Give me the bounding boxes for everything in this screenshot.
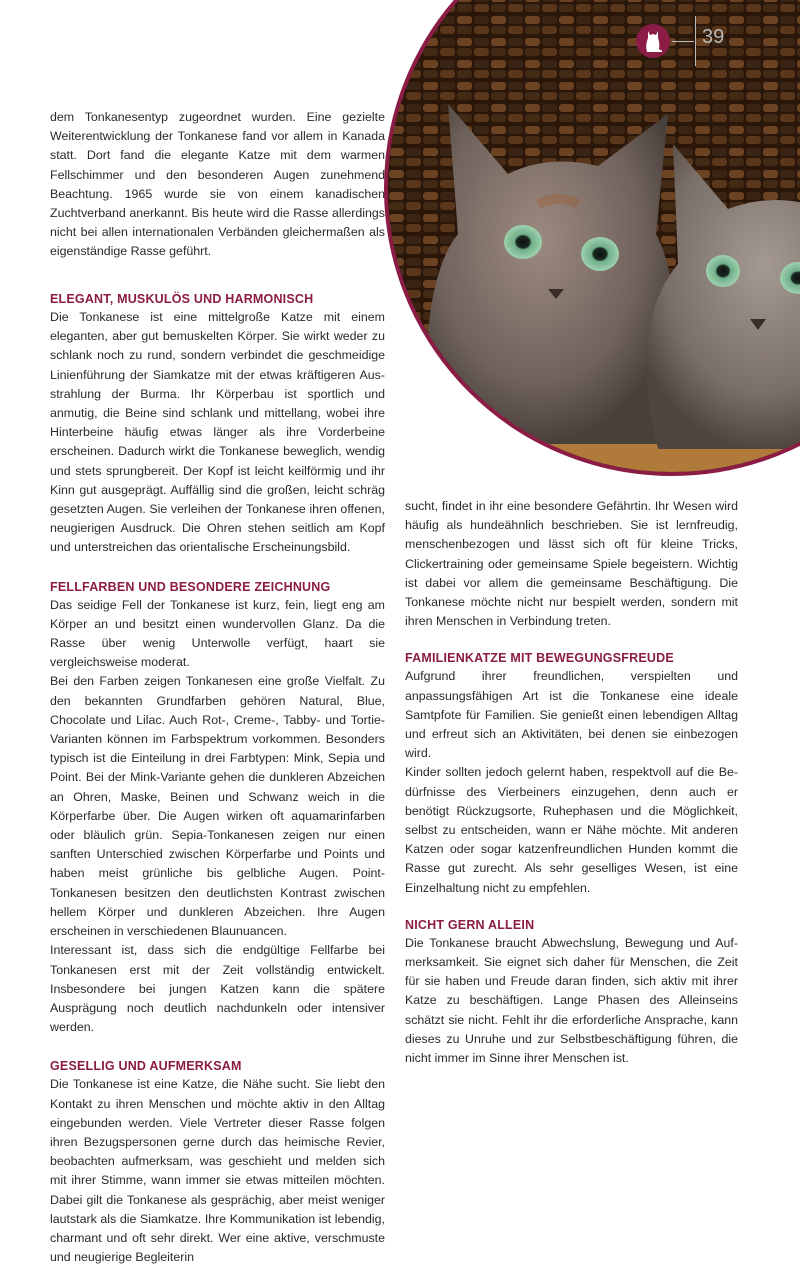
left-column: [50, 290, 385, 1267]
section-title-elegant: ELEGANT, MUSKULÖS UND HARMONISCH: [50, 292, 314, 306]
section-text-elegant: Die Tonkanese ist eine mittelgroße Katze mit einem eleganten, aber gut bemuskelten Körper. Sie wirkt weder zu schlank noch zu rund, sondern verbindet die geschmeidige Linienführung der Siamkatze mit der etwas kräftigeren Ausstrahlung der Burma. Ihr Körperbau ist sportlich und anmutig, die Beine sind schlank und mittellang, wobei ihre Hinterbeine häufig etwas länger als ihre Vorderbeine erscheinen. Dadurch wirkt die Tonkanese beweglich, wendig und stets sprungbereit. Der Kopf ist leicht keilförmig und ihr Kinn gut ausgeprägt. Auffällig sind die großen, leicht schräg gesetzten Augen. Sie verleihen der Tonkanese ihren offenen, neugierigen Ausdruck. Die Ohren stehen seitlich am Kopf und unterstreichen das orientalische Erscheinungsbild.: [50, 310, 385, 555]
page-number-divider: [695, 16, 696, 66]
section-text-fell-1: Das seidige Fell der Tonkanese ist kurz, fein, liegt eng am Körper an und besitzt einen wundervollen Glanz. Da die Rasse über wenig Unterwolle verfügt, haart sie vergleichsweise moderat.: [50, 597, 385, 670]
section-text-fell-2: Bei den Farben zeigen Tonkanesen eine große Vielfalt. Zu den bekannten Grundfarben gehören Natural, Blue, Chocolate und Lilac. Auch Rot-, Creme-, Tabby- und Tortie-Varianten können im Farbspektrum vorkommen. Besonders typisch ist die Einteilung in drei Farbtypen: Mink, Sepia und Point. Bei der Mink-Variante gehen die dunkleren Abzeichen an Ohren, Maske, Beinen und Schwanz weich in die Körperfarbe über. Die Augen wirken oft aquamarinfarben oder bläulich grün. Sepia-Tonkanesen zeigen nur einen sanften Unterschied zwischen Körperfarbe und Points und haben meist grünliche bis gelbliche Augen. Point-Tonkanesen besitzen den deutlichsten Kontrast zwischen hellem Körper und dunkleren Abzeichen. Ihre Augen erscheinen in verschiedenen Blaunuancen.: [50, 674, 385, 939]
right-column: [405, 497, 738, 1068]
section-text-fell-3: Interessant ist, dass sich die endgültige Fellfarbe bei Tonkanesen erst mit der Zeit vollständig entwickelt. Insbesondere bei jungen Katzen kann die spätere Ausprägung noch deutlich nachdunkeln oder intensiver werden.: [50, 943, 385, 1035]
section-text-gesellig-continued: sucht, findet in ihr eine besondere Gefährtin. Ihr Wesen wird häufig als hundeähnlich beschrieben. Sie ist lernfreudig, menschenbezogen und lässt sich oft für kleine Tricks, Clickertraining oder gemeinsame Spiele begeistern. Wichtig ist dabei vor allem die gemeinsame Beschäftigung. Die Tonkanese möchte nicht nur bespielt werden, sondern mit ihren Menschen in Verbindung treten.: [405, 499, 738, 629]
page-number: 39: [702, 26, 725, 48]
intro-paragraph: dem Tonkanesentyp zugeordnet wurden. Eine gezielte Weiterentwicklung der Tonkanese fand vor allem in Kanada statt. Dort fand die elegante Katze mit dem warmen Fellschimmer und den besonderen Augen zunehmend Beachtung. 1965 wurde sie von einem kanadischen Zuchtverband anerkannt. Bis heute wird die Rasse allerdings nicht bei allen internationalen Verbänden gleichermaßen als eigenständige Rasse geführt.: [50, 110, 385, 259]
cat-icon: [636, 24, 670, 58]
page-number-area: [636, 16, 786, 66]
intro-block: [50, 108, 385, 262]
section-text-familie-2: Kinder sollten jedoch gelernt haben, respektvoll auf die Bedürfnisse des Vierbeiners einzugehen, denn auch er benötigt Rückzugsorte, Ruhephasen und die Möglichkeit, selbst zu entscheiden, wann er Nähe möchte. Mit anderen Katzen oder sogar katzenfreundlichen Hunden kommt die Rasse gut zurecht. Als sehr geselliges Wesen, ist eine Einzelhaltung nicht zu empfehlen.: [405, 765, 738, 895]
section-title-familie: FAMILIENKATZE MIT BEWEGUNGSFREUDE: [405, 651, 674, 666]
section-text-familie-1: Aufgrund ihrer freundlichen, verspielten und anpassungsfähigen Art ist die Tonkanese eine ideale Samtpfote für Familien. Sie genießt einen lebendigen Alltag und erfreut sich an Aktivitäten, bei denen sie einbezogen wird.: [405, 669, 738, 761]
section-title-gesellig: GESELLIG UND AUFMERKSAM: [50, 1059, 242, 1074]
section-text-allein: Die Tonkanese braucht Abwechslung, Bewegung und Aufmerksamkeit. Sie eignet sich daher für Menschen, die Zeit für sie haben und Freude daran finden, sich aktiv mit ihrer Katze zu beschäftigen. Lange Phasen des Alleinseins schätzt sie nicht. Fehlt ihr die erforderliche Ansprache, kann dieses zu Unruhe und zur Selbstbeschäftigung führen, die nicht immer im Sinne ihrer Menschen ist.: [405, 935, 738, 1066]
section-title-fell: FELLFARBEN UND BESONDERE ZEICHNUNG: [50, 579, 331, 594]
section-text-gesellig: Die Tonkanese ist eine Katze, die Nähe sucht. Sie liebt den Kontakt zu ihren Menschen und möchte aktiv in den Alltag eingebunden werden. Viele Vertreter dieser Rasse folgen ihren Bezugspersonen gerne durch das heimische Revier, beobachten aufmerksam, was geschieht und melden sich mit ihrer Stimme, wann immer sie etwas mitteilen möchten. Dabei gilt die Tonkanese als gesprächig, aber meist weniger lautstark als die Siamkatze. Ihre Kommunikation ist lebendig, charmant und oft sehr direkt. Wer eine aktive, verschmuste und neugierige Begleiterin: [50, 1077, 385, 1265]
page-number-rule: [672, 41, 694, 42]
section-title-allein: NICHT GERN ALLEIN: [405, 917, 535, 932]
cats-in-basket-image: [388, 0, 800, 472]
cat-photo: [384, 0, 800, 476]
